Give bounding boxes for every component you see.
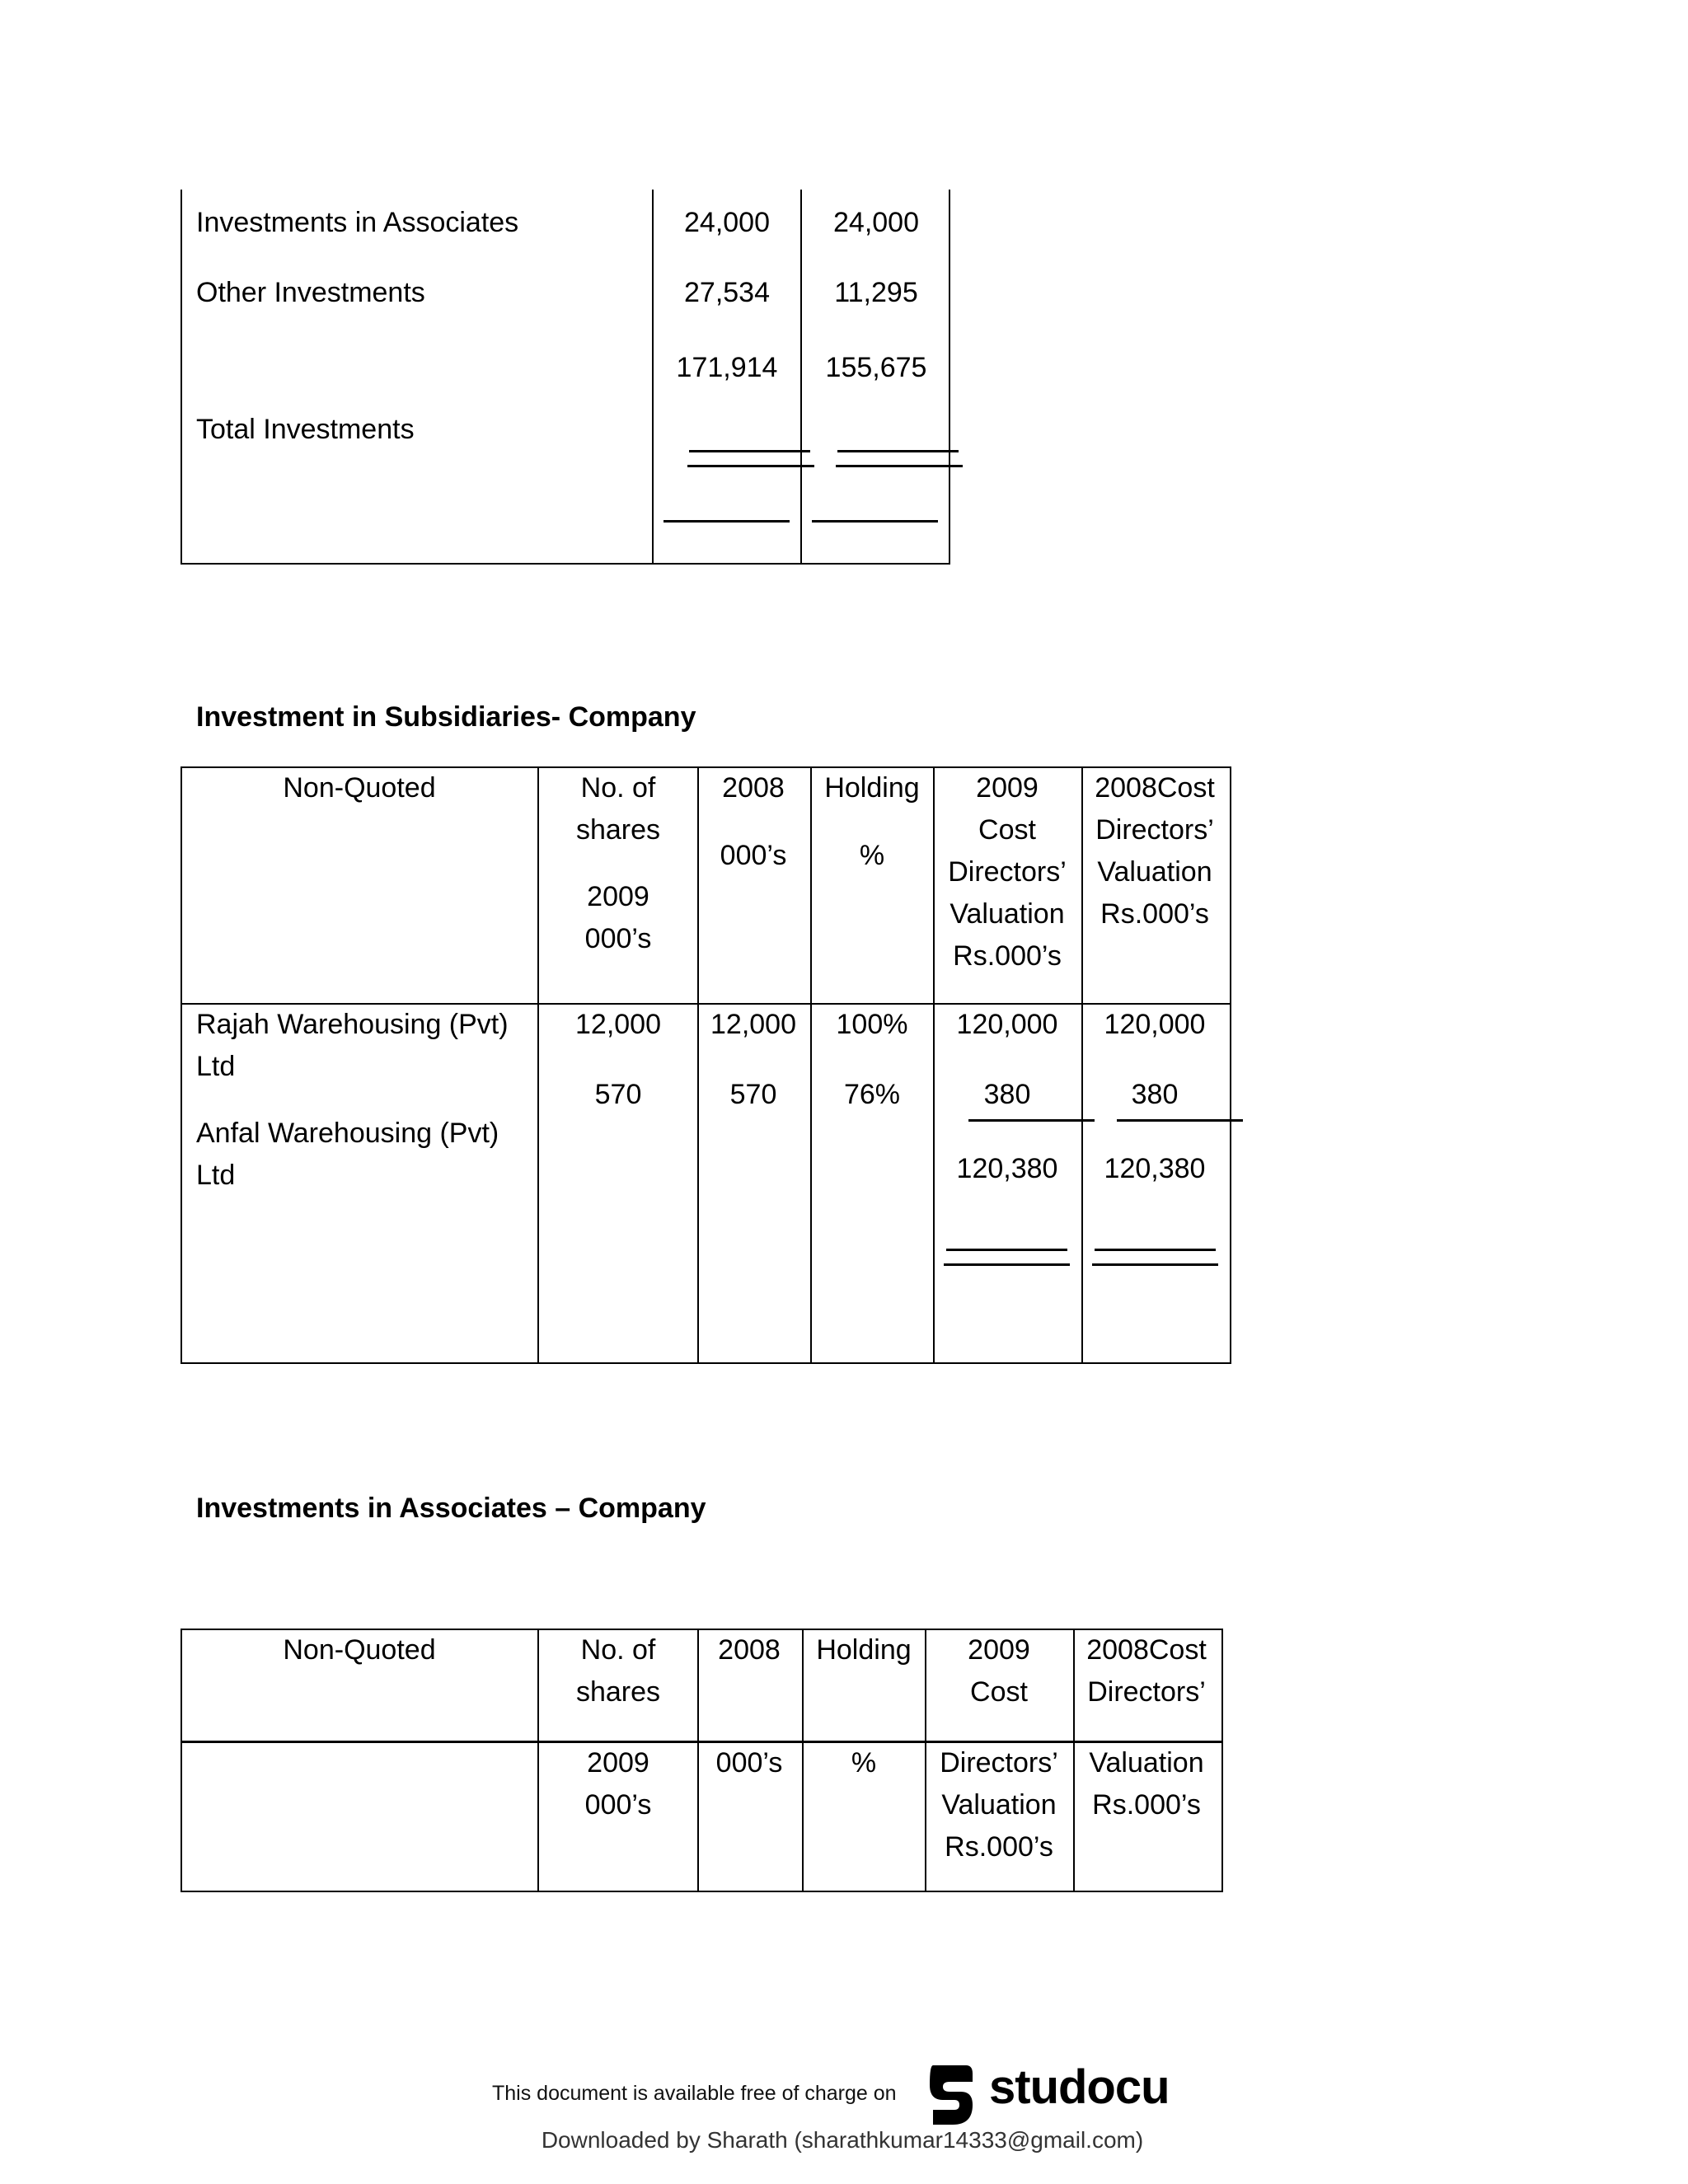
table-border-right [949,190,950,565]
double-underline [687,465,814,467]
table-border [181,766,1231,1364]
double-underline [837,450,959,452]
value-2009-associates: 24,000 [684,207,770,238]
y2008-anfal: 570 [729,1079,777,1110]
row-label-associates: Investments in Associates [196,207,519,238]
header-2008-cost: Directors’ [1095,814,1214,846]
holding-rajah: 100% [836,1009,908,1040]
subheader-holding: % [851,1747,877,1779]
subheader-2009-cost: Directors’ [940,1747,1058,1779]
subheader-2009-cost: Valuation [941,1789,1057,1821]
double-underline [689,450,810,452]
double-underline [836,465,963,467]
column-divider [1073,1629,1075,1892]
header-no-of-shares: No. of [580,772,656,804]
cost2009-rajah: 120,000 [956,1009,1058,1040]
header-2008-cost: 2008Cost [1095,772,1215,804]
y2008-rajah: 12,000 [710,1009,796,1040]
company-name-anfal: Anfal Warehousing (Pvt) [196,1118,499,1149]
single-underline [663,520,790,523]
studocu-brand-link[interactable]: studocu [989,2060,1170,2114]
column-divider [697,1629,699,1892]
header-2008-cost: Directors’ [1087,1676,1206,1708]
company-name-anfal: Ltd [196,1160,236,1191]
column-divider [933,766,935,1364]
shares-rajah: 12,000 [575,1009,661,1040]
single-underline [812,520,938,523]
total-cost2008: 120,380 [1104,1153,1206,1184]
column-divider [652,190,654,565]
subheader-2008-cost: Valuation [1089,1747,1204,1779]
double-underline [1092,1263,1218,1266]
row-label-other-investments: Other Investments [196,277,425,308]
table-border-left [181,190,182,565]
column-divider [537,1629,539,1892]
column-divider [537,766,539,1364]
shares-anfal: 570 [594,1079,642,1110]
header-holding: % [859,840,885,871]
header-2008: 2008 [718,1634,781,1666]
section-heading-subsidiaries: Investment in Subsidiaries- Company [196,701,696,733]
header-non-quoted: Non-Quoted [283,1634,436,1666]
subtotal-2009: 171,914 [676,352,778,383]
value-2008-other: 11,295 [834,277,918,308]
column-divider [925,1629,926,1892]
subtotal-2008: 155,675 [825,352,927,383]
single-underline [968,1119,1095,1122]
header-2009-cost: Cost [978,814,1036,846]
header-2009-cost: Directors’ [948,856,1067,888]
holding-anfal: 76% [843,1079,901,1110]
column-divider [800,190,802,565]
header-2009-cost: Cost [970,1676,1028,1708]
header-2009-cost: Rs.000’s [953,940,1062,972]
cost2008-anfal: 380 [1131,1079,1179,1110]
subheader-2009-cost: Rs.000’s [945,1831,1053,1863]
column-divider [802,1629,804,1892]
single-underline [1117,1119,1243,1122]
section-heading-associates: Investments in Associates – Company [196,1493,706,1524]
header-2008: 000’s [720,840,787,871]
double-underline [946,1249,1067,1251]
footer-availability-text: This document is available free of charge on [492,2082,897,2105]
header-2009-cost: Valuation [950,898,1065,930]
header-no-of-shares: 2009 [587,881,649,912]
header-2009-cost: 2009 [976,772,1039,804]
header-separator [181,1741,1223,1743]
double-underline [1095,1249,1216,1251]
total-cost2009: 120,380 [956,1153,1058,1184]
value-2009-other: 27,534 [684,277,770,308]
header-no-of-shares: 000’s [584,923,652,954]
cost2008-rajah: 120,000 [1104,1009,1206,1040]
header-non-quoted: Non-Quoted [283,772,436,804]
header-no-of-shares: shares [575,1676,661,1708]
header-no-of-shares: No. of [580,1634,656,1666]
header-2009-cost: 2009 [968,1634,1030,1666]
subheader-shares: 000’s [584,1789,652,1821]
subheader-2008: 000’s [715,1747,783,1779]
header-2008-cost: 2008Cost [1086,1634,1207,1666]
company-name-rajah: Rajah Warehousing (Pvt) [196,1009,509,1040]
column-divider [810,766,812,1364]
header-no-of-shares: shares [575,814,661,846]
company-name-rajah: Ltd [196,1051,236,1082]
header-2008: 2008 [722,772,785,804]
subheader-2008-cost: Rs.000’s [1092,1789,1201,1821]
table-border-bottom [181,563,950,565]
cost2009-anfal: 380 [983,1079,1031,1110]
header-2008-cost: Valuation [1097,856,1212,888]
column-divider [1081,766,1083,1364]
studocu-logo-icon[interactable] [925,2062,976,2128]
double-underline [944,1263,1070,1266]
header-holding: Holding [816,1634,912,1666]
downloaded-by-text: Downloaded by Sharath (sharathkumar14333@gmail.com) [541,2127,1144,2153]
value-2008-associates: 24,000 [833,207,919,238]
header-holding: Holding [824,772,920,804]
row-label-total-investments: Total Investments [196,414,415,445]
subheader-shares: 2009 [587,1747,649,1779]
header-2008-cost: Rs.000’s [1100,898,1209,930]
column-divider [697,766,699,1364]
